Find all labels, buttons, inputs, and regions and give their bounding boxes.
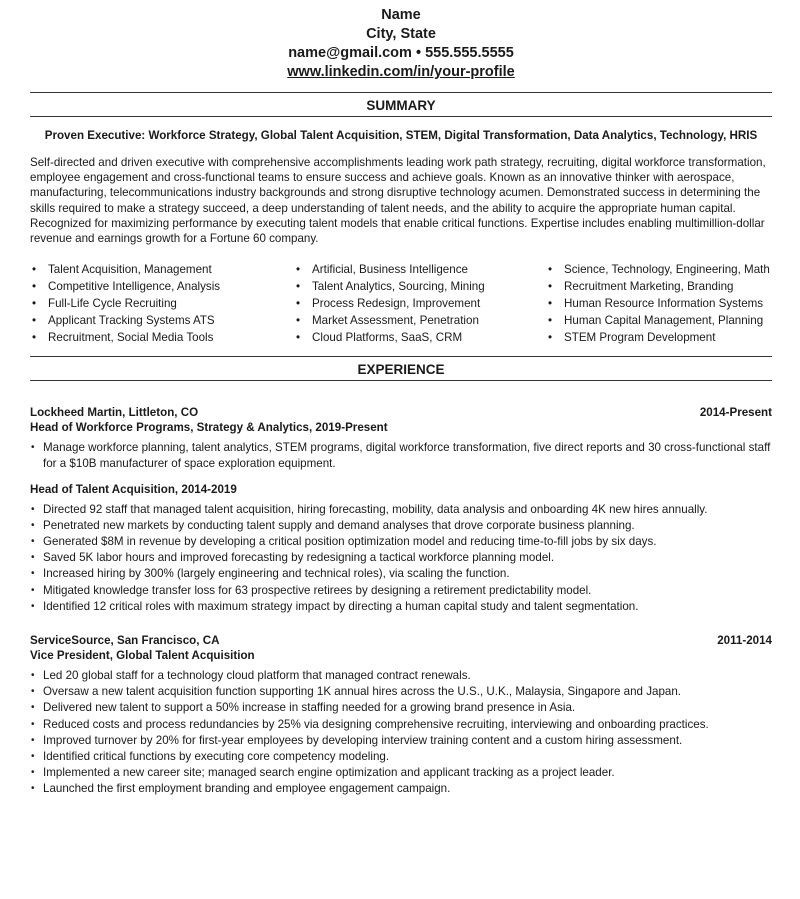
- role-bullets: [30, 502, 772, 615]
- summary-headline: Proven Executive: Workforce Strategy, Global Talent Acquisition, STEM, Digital Transformation, Data Analytics, Technology, HRIS: [44, 129, 758, 142]
- job-dates: 2011-2014: [717, 634, 772, 648]
- bullet-item: • Delivered new talent to support a 50% increase in staffing needed for a growing brand presence in Asia.: [30, 700, 772, 716]
- skill-item: • Science, Technology, Engineering, Math: [546, 261, 772, 278]
- skill-item: • Recruitment Marketing, Branding: [546, 278, 772, 295]
- summary-heading-label: SUMMARY: [366, 98, 436, 113]
- skill-item: • Cloud Platforms, SaaS, CRM: [294, 329, 546, 346]
- bullet-item: • Penetrated new markets by conducting talent supply and demand analyses that drove corporate business planning.: [30, 518, 772, 534]
- bullet-item: • Reduced costs and process redundancies by 25% via designing comprehensive recruiting, interviewing and onboarding practices.: [30, 717, 772, 733]
- skills-column-1: [30, 261, 294, 346]
- linkedin-link[interactable]: www.linkedin.com/in/your-profile: [287, 64, 515, 80]
- bullet-item: • Identified critical functions by executing core competency modeling.: [30, 749, 772, 765]
- role-bullets: [30, 668, 772, 798]
- bullet-item: • Saved 5K labor hours and improved forecasting by redesigning a tactical workforce planning model.: [30, 550, 772, 566]
- skill-item: • Human Capital Management, Planning: [546, 312, 772, 329]
- job-dates: 2014-Present: [699, 406, 772, 420]
- skills-column-3: [546, 261, 772, 346]
- role-title: Head of Talent Acquisition, 2014-2019: [30, 482, 237, 496]
- experience-divider: [30, 380, 772, 381]
- skill-item: • STEM Program Development: [546, 329, 772, 346]
- bullet-item: • Improved turnover by 20% for first-year employees by developing interview training content and a custom hiring assessment.: [30, 733, 772, 749]
- bullet-item: • Generated $8M in revenue by developing a critical position optimization model and reducing time-to-fill jobs by six days.: [30, 534, 772, 550]
- skill-item: • Artificial, Business Intelligence: [294, 261, 546, 278]
- summary-divider: [30, 116, 772, 117]
- bullet-item: • Oversaw a new talent acquisition function supporting 1K annual hires across the U.S., U.K., Malaysia, Singapore and Japan.: [30, 684, 772, 700]
- bullet-item: • Implemented a new career site; managed search engine optimization and applicant tracking as a project leader.: [30, 765, 772, 781]
- bullet-item: • Launched the first employment branding and employee engagement campaign.: [30, 781, 772, 797]
- skill-item: • Competitive Intelligence, Analysis: [30, 278, 294, 295]
- skill-item: • Recruitment, Social Media Tools: [30, 329, 294, 346]
- summary-section-heading: [30, 92, 772, 116]
- skill-item: • Market Assessment, Penetration: [294, 312, 546, 329]
- candidate-contact: name@gmail.com • 555.555.5555: [288, 45, 514, 61]
- bullet-item: • Manage workforce planning, talent analytics, STEM programs, digital workforce transformation, five direct reports and 30 cross-functional staff for a $10B manufacturer of space exploration equipment.: [30, 440, 772, 472]
- skill-item: • Talent Analytics, Sourcing, Mining: [294, 278, 546, 295]
- skill-item: • Process Redesign, Improvement: [294, 295, 546, 312]
- job-entry-servicesource: [30, 633, 772, 798]
- job-company: Lockheed Martin, Littleton, CO: [30, 406, 199, 420]
- skills-grid: [30, 261, 772, 346]
- skill-item: • Applicant Tracking Systems ATS: [30, 312, 294, 329]
- job-header: [30, 633, 772, 648]
- skill-item: • Human Resource Information Systems: [546, 295, 772, 312]
- skills-column-2: [294, 261, 546, 346]
- candidate-location: City, State: [366, 26, 436, 42]
- bullet-item: • Identified 12 critical roles with maximum strategy impact by directing a human capital study and talent segmentation.: [30, 599, 772, 615]
- role-bullets: [30, 440, 772, 472]
- skill-item: • Talent Acquisition, Management: [30, 261, 294, 278]
- summary-paragraph: Self-directed and driven executive with comprehensive accomplishments leading work path strategy, recruiting, digital workforce transformation, employee engagement and cross-functional teams to ensure success and achieve goals. Known as an innovative thinker with aerospace, manufacturing, telecommunications industry backgrounds and strong disruptive technology acumen. Demonstrated success in determining the skills required to make a strategy succeed, a deep understanding of talent needs, and the ability to acquire the appropriate human capital. Recognized for maximizing performance by executing talent models that enable critical functions. Expertise includes enabling multimillion-dollar revenue and earnings growth for a Fortune 60 company.: [30, 156, 766, 246]
- experience-heading-label: EXPERIENCE: [357, 362, 445, 378]
- job-entry-lockheed: [30, 405, 772, 615]
- skill-item: • Full-Life Cycle Recruiting: [30, 295, 294, 312]
- resume-header: [30, 0, 772, 82]
- job-header: [30, 405, 772, 420]
- role-title: Head of Workforce Programs, Strategy & Analytics, 2019-Present: [30, 421, 388, 435]
- job-company: ServiceSource, San Francisco, CA: [30, 634, 220, 648]
- candidate-name: Name: [381, 7, 421, 23]
- bullet-item: • Directed 92 staff that managed talent acquisition, hiring forecasting, mobility, data analysis and onboarding 4K new hires annually.: [30, 502, 772, 518]
- bullet-item: • Increased hiring by 300% (largely engineering and technical roles), via scaling the function.: [30, 566, 772, 582]
- experience-section-heading: [30, 356, 772, 380]
- role-title: Vice President, Global Talent Acquisition: [30, 649, 255, 663]
- bullet-item: • Mitigated knowledge transfer loss for 63 prospective retirees by designing a retirement predictability model.: [30, 583, 772, 599]
- bullet-item: • Led 20 global staff for a technology cloud platform that managed contract renewals.: [30, 668, 772, 684]
